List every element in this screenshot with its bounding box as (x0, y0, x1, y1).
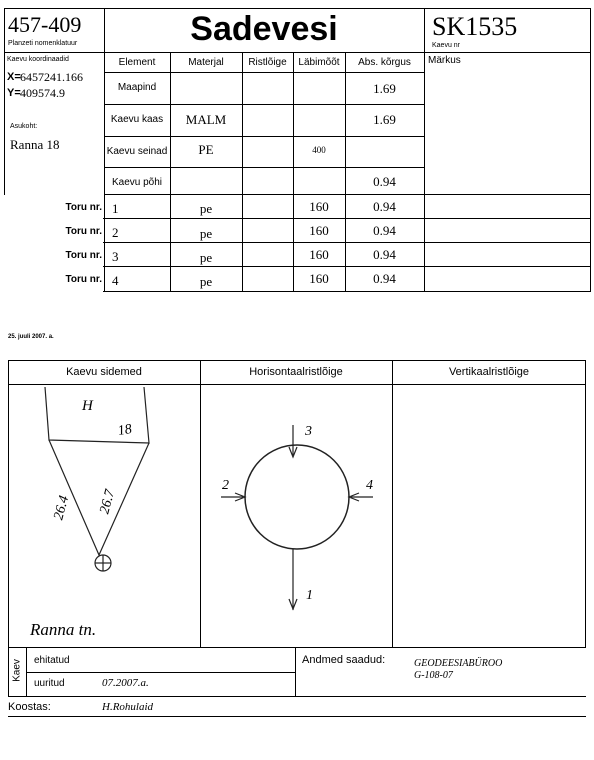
section-sidemed: Kaevu sidemed (66, 366, 142, 378)
row-line (104, 72, 424, 73)
pipe-materjal: pe (199, 201, 213, 216)
sketch-label-top-dim: 18 (116, 421, 134, 440)
divider (8, 716, 586, 717)
cell-abs-korgus: 1.69 (373, 81, 396, 96)
pipe-label: Toru nr. (65, 250, 102, 261)
divider (26, 672, 295, 673)
pipe-abs-korgus: 0.94 (373, 271, 396, 286)
location-value: Ranna 18 (10, 137, 60, 152)
pipe-abs-korgus: 0.94 (373, 223, 396, 238)
section-vertikaal: Vertikaalristlõige (448, 366, 530, 378)
pipe-number-4: 4 (366, 478, 373, 493)
pipe-label: Toru nr. (65, 202, 102, 213)
pipe-abs-korgus: 0.94 (373, 199, 396, 214)
row-line (104, 194, 591, 195)
x-coord-label: X= (7, 71, 21, 83)
pipe-label: Toru nr. (65, 226, 102, 237)
th-materjal: Materjal (188, 57, 224, 68)
cell-element: Maapind (117, 82, 157, 93)
data-label: Andmed saadud: (302, 654, 386, 666)
pipe-labimoot: 160 (309, 271, 329, 286)
pipe-nr: 4 (112, 273, 119, 288)
divider (8, 648, 9, 696)
data-org-code: G-108-07 (414, 670, 453, 681)
built-label: ehitatud (34, 655, 70, 666)
pipe-nr: 1 (112, 201, 119, 216)
well-id-caption: Kaevu nr (432, 42, 461, 49)
pipe-nr: 3 (112, 249, 119, 264)
pipe-materjal: pe (199, 226, 213, 241)
pipe-nr: 2 (112, 225, 119, 240)
horizontal-section-drawing (201, 385, 391, 647)
col-line (242, 52, 243, 292)
sketch-label-h: H (82, 398, 93, 414)
th-markus: Märkus (428, 55, 461, 66)
pipe-labimoot: 160 (309, 199, 329, 214)
pipe-materjal: pe (199, 250, 213, 265)
section-horisontaal: Horisontaalristlõige (249, 366, 343, 378)
th-abs-korgus: Abs. kõrgus (358, 57, 411, 68)
sheet-number: 457-409 (8, 12, 82, 37)
y-coord-label: Y= (7, 87, 21, 99)
cell-materjal: PE (198, 142, 214, 157)
sheet-caption: Planzeti nomenklatuur (8, 40, 78, 47)
compiled-value: H.Rohulaid (102, 701, 154, 713)
pipe-number-3: 3 (305, 424, 312, 439)
divider (392, 360, 393, 648)
cell-materjal: MALM (185, 112, 227, 127)
bottom-mask (0, 293, 594, 296)
kaev-label: Kaev (11, 659, 23, 682)
th-element: Element (118, 57, 156, 68)
row-line (104, 104, 424, 105)
sketch-label-right-dim: 26.7 (97, 488, 119, 516)
page-title: Sadevesi (190, 10, 338, 48)
divider (8, 696, 586, 697)
row-line (104, 167, 424, 168)
sketch-label-left-dim: 26.4 (51, 494, 73, 522)
date-stamp: 25. juuli 2007. a. (8, 334, 54, 340)
cell-abs-korgus: 1.69 (373, 112, 396, 127)
pipe-label: Toru nr. (65, 274, 102, 285)
divider (424, 52, 591, 53)
location-caption: Asukoht: (10, 123, 38, 130)
y-coord-value: 409574.9 (20, 86, 65, 100)
tie-sketch (9, 385, 199, 647)
coords-caption: Kaevu koordinaadid (7, 56, 69, 63)
divider (4, 52, 104, 53)
th-labimoot: Läbimõõt (298, 57, 340, 68)
cell-element: Kaevu seinad (106, 146, 168, 157)
surveyed-value: 07.2007.a. (102, 677, 149, 689)
divider (295, 648, 296, 696)
cell-element: Kaevu kaas (110, 114, 164, 125)
pipe-abs-korgus: 0.94 (373, 247, 396, 262)
cell-labimoot: 400 (312, 145, 326, 155)
compiled-label: Koostas: (8, 701, 51, 713)
divider (104, 52, 424, 53)
surveyed-label: uuritud (34, 678, 65, 689)
well-id: SK1535 (432, 12, 518, 41)
sketch-label-street: Ranna tn. (30, 620, 97, 639)
pipe-number-2: 2 (222, 478, 229, 493)
row-line (104, 136, 424, 137)
data-org: GEODEESIABÜROO (414, 658, 503, 669)
pipe-labimoot: 160 (309, 223, 329, 238)
pipe-labimoot: 160 (309, 247, 329, 262)
cell-element: Kaevu põhi (111, 177, 163, 188)
cell-abs-korgus: 0.94 (373, 174, 396, 189)
divider (424, 8, 425, 292)
x-coord-value: 6457241.166 (20, 70, 83, 84)
pipe-number-1: 1 (306, 588, 313, 603)
th-ristloige: Ristlõige (248, 57, 287, 68)
pipe-materjal: pe (199, 274, 213, 289)
